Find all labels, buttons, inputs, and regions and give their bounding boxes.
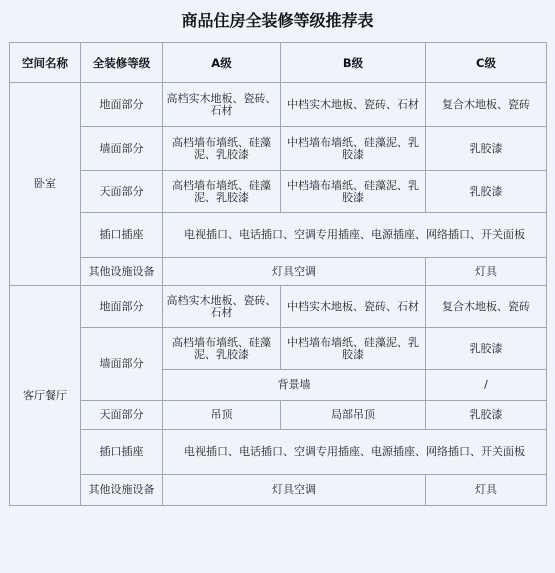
table-row [10, 171, 547, 213]
header-level: 全装修等级 [81, 43, 163, 83]
cell-socket: 电视插口、电话插口、空调专用插座、电源插座、网络插口、开关面板 [163, 430, 547, 475]
header-row [10, 43, 547, 83]
table-row [10, 127, 547, 171]
cell-b: 中档墙布墙纸、硅藻泥、乳胶漆 [281, 328, 426, 370]
row-label: 地面部分 [81, 286, 163, 328]
row-label: 天面部分 [81, 171, 163, 213]
cell-b: 中档实木地板、瓷砖、石材 [281, 83, 426, 127]
table-row [10, 83, 547, 127]
row-label: 插口插座 [81, 213, 163, 258]
space-name: 卧室 [10, 83, 81, 286]
row-label: 地面部分 [81, 83, 163, 127]
cell-c: 复合木地板、瓷砖 [426, 83, 547, 127]
cell-a: 高档墙布墙纸、硅藻泥、乳胶漆 [163, 328, 281, 370]
table-row [10, 430, 547, 475]
table-row [10, 328, 547, 370]
cell-c: / [426, 370, 547, 401]
row-label: 墙面部分 [81, 328, 163, 401]
header-b: B级 [281, 43, 426, 83]
cell-socket: 电视插口、电话插口、空调专用插座、电源插座、网络插口、开关面板 [163, 213, 547, 258]
row-label: 插口插座 [81, 430, 163, 475]
decoration-grade-table [9, 42, 547, 506]
table-row [10, 401, 547, 430]
cell-c: 灯具 [426, 258, 547, 286]
row-label: 其他设施设备 [81, 258, 163, 286]
cell-b: 中档实木地板、瓷砖、石材 [281, 286, 426, 328]
page-title: 商品住房全装修等级推荐表 [181, 11, 374, 30]
cell-b: 中档墙布墙纸、硅藻泥、乳胶漆 [281, 171, 426, 213]
cell-feature-wall: 背景墙 [163, 370, 426, 401]
cell-ab: 灯具空调 [163, 475, 426, 506]
cell-c: 乳胶漆 [426, 401, 547, 430]
row-label: 墙面部分 [81, 127, 163, 171]
cell-a: 高档实木地板、瓷砖、石材 [163, 286, 281, 328]
header-space: 空间名称 [10, 43, 81, 83]
cell-c: 灯具 [426, 475, 547, 506]
cell-b: 中档墙布墙纸、硅藻泥、乳胶漆 [281, 127, 426, 171]
cell-a: 高档实木地板、瓷砖、石材 [163, 83, 281, 127]
cell-b: 局部吊顶 [281, 401, 426, 430]
table-row [10, 213, 547, 258]
space-name: 客厅餐厅 [10, 286, 81, 506]
header-c: C级 [426, 43, 547, 83]
row-label: 天面部分 [81, 401, 163, 430]
row-label: 其他设施设备 [81, 475, 163, 506]
cell-ab: 灯具空调 [163, 258, 426, 286]
cell-c: 乳胶漆 [426, 328, 547, 370]
header-a: A级 [163, 43, 281, 83]
table-row [10, 258, 547, 286]
table-row [10, 475, 547, 506]
cell-c: 乳胶漆 [426, 127, 547, 171]
cell-c: 乳胶漆 [426, 171, 547, 213]
cell-a: 吊顶 [163, 401, 281, 430]
cell-a: 高档墙布墙纸、硅藻泥、乳胶漆 [163, 171, 281, 213]
table-row [10, 286, 547, 328]
cell-a: 高档墙布墙纸、硅藻泥、乳胶漆 [163, 127, 281, 171]
cell-c: 复合木地板、瓷砖 [426, 286, 547, 328]
